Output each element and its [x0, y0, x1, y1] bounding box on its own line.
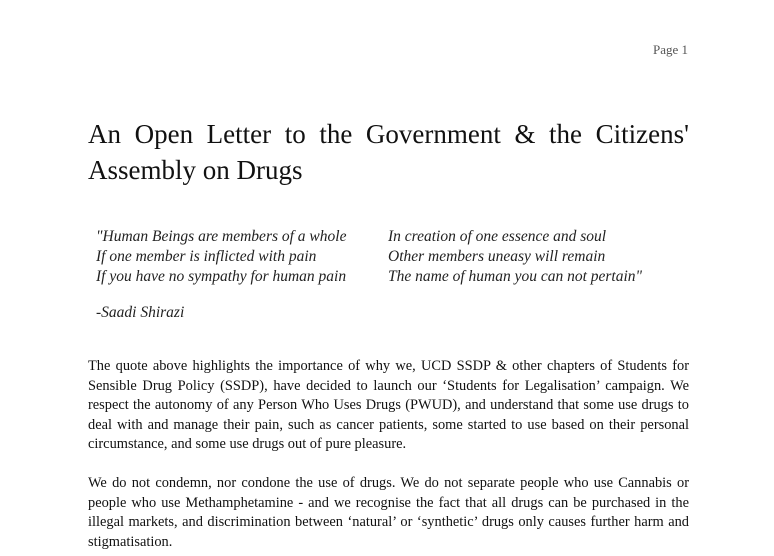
quote-line: If one member is inflicted with pain — [96, 248, 317, 265]
quote-right-column — [388, 227, 642, 287]
quote-line: If you have no sympathy for human pain — [96, 268, 347, 285]
quote-attribution: -Saadi Shirazi — [96, 304, 185, 321]
quote-line: The name of human you can not pertain" — [388, 268, 643, 285]
body-paragraph: We do not condemn, nor condone the use of drugs. We do not separate people who use Cannabis or people who use Methamphetamine - and we recognise the fact that all drugs can be purchased in the illegal markets, and discrimination between ‘natural’ or ‘synthetic’ drugs only causes further harm and stigmatisation. — [88, 475, 689, 550]
quote-line: In creation of one essence and soul — [388, 228, 607, 245]
document-title: An Open Letter to the Government & the Citizens' Assembly on Drugs — [88, 119, 689, 185]
body-paragraph: The quote above highlights the importance of why we, UCD SSDP & other chapters of Students for Sensible Drug Policy (SSDP), have decided to launch our ‘Students for Legalisation’ campaign. We respect the autonomy of any Person Who Uses Drugs (PWUD), and understand that some use drugs to deal with and manage their pain, such as cancer patients, some started to use based on their personal circumstance, and some use drugs out of pure pleasure. — [88, 358, 689, 452]
quote-left-column — [96, 227, 346, 287]
quote-line: "Human Beings are members of a whole — [96, 228, 347, 245]
quote-line: Other members uneasy will remain — [388, 248, 606, 265]
page-number: Page 1 — [652, 42, 688, 57]
